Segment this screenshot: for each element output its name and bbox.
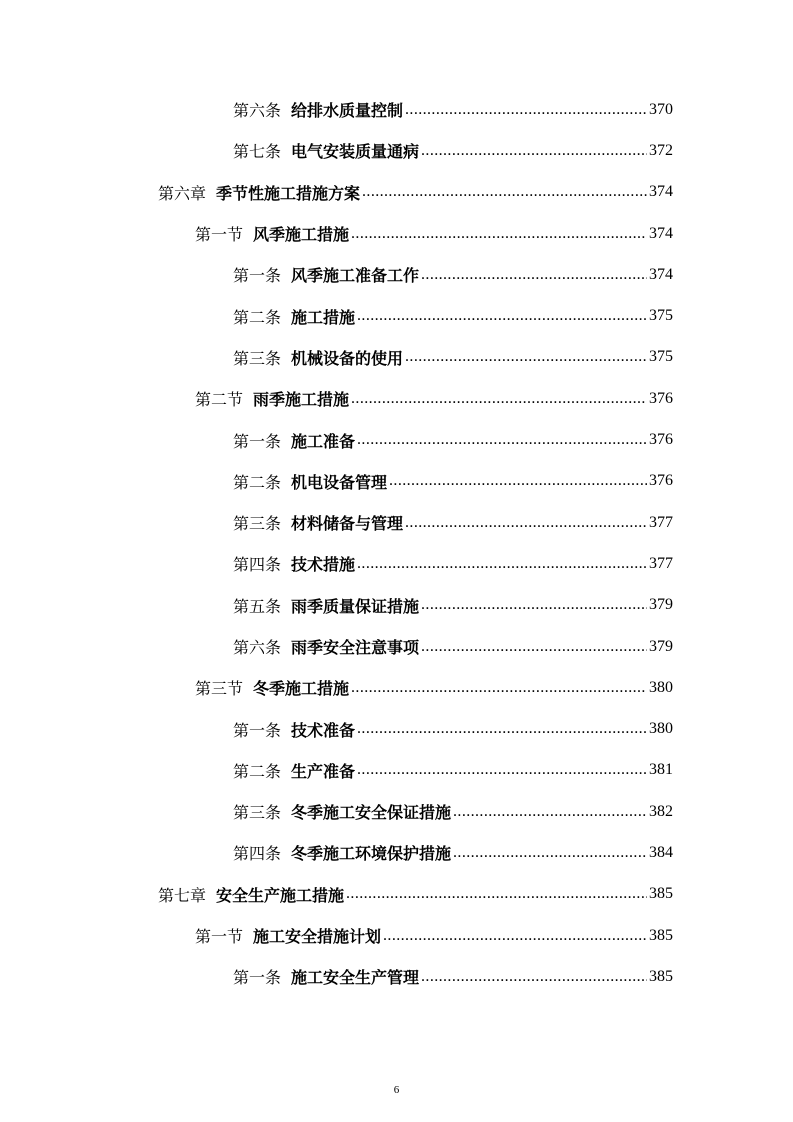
- toc-leader-dots: [357, 431, 647, 449]
- toc-entry-page: 376: [649, 389, 673, 407]
- toc-entry-title: 材料储备与管理: [291, 514, 404, 534]
- toc-entry-title: 雨季施工措施: [253, 390, 350, 410]
- toc-entry-line: [195, 676, 673, 699]
- toc-entry-title: 电气安装质量通病: [291, 142, 420, 162]
- toc-leader-dots: [453, 844, 647, 862]
- toc-entry[interactable]: [0, 585, 793, 626]
- toc-entry-line: [233, 759, 673, 782]
- toc-entry-page: 375: [649, 348, 673, 366]
- toc-leader-dots: [351, 679, 647, 697]
- toc-leader-dots: [421, 638, 647, 656]
- toc-entry-title: 安全生产施工措施: [216, 885, 345, 905]
- toc-leader-dots: [405, 514, 647, 532]
- toc-entry[interactable]: [0, 626, 793, 667]
- toc-leader-dots: [405, 348, 647, 366]
- toc-entry-number: 第三节: [195, 679, 244, 699]
- toc-entry-number: 第四条: [233, 844, 282, 864]
- toc-entry-line: [158, 181, 673, 204]
- toc-leader-dots: [362, 183, 647, 201]
- toc-entry-line: [233, 263, 673, 286]
- toc-entry-number: 第二条: [233, 307, 282, 327]
- toc-entry-number: 第二条: [233, 472, 282, 492]
- toc-entry[interactable]: [0, 461, 793, 502]
- toc-entry[interactable]: [0, 130, 793, 171]
- page-number: 6: [393, 1084, 400, 1096]
- toc-entry[interactable]: [0, 172, 793, 213]
- toc-entry-line: [233, 346, 673, 369]
- toc-leader-dots: [421, 968, 647, 986]
- toc-entry[interactable]: [0, 89, 793, 130]
- toc-entry-page: 377: [649, 554, 673, 572]
- toc-entry-number: 第一条: [233, 720, 282, 740]
- toc-entry-line: [195, 222, 673, 245]
- toc-entry-title: 施工安全措施计划: [253, 927, 382, 947]
- toc-entry-number: 第一条: [233, 266, 282, 286]
- toc-entry-page: 374: [649, 183, 673, 201]
- toc-entry-number: 第七章: [158, 885, 207, 905]
- toc-entry[interactable]: [0, 295, 793, 336]
- toc-entry-number: 第四条: [233, 555, 282, 575]
- toc-entry-number: 第二节: [195, 390, 244, 410]
- toc-entry-title: 技术准备: [291, 720, 356, 740]
- toc-leader-dots: [357, 555, 647, 573]
- toc-entry[interactable]: [0, 791, 793, 832]
- toc-leader-dots: [346, 885, 647, 903]
- toc-entry-title: 生产准备: [291, 761, 356, 781]
- toc-entry-page: 374: [649, 224, 673, 242]
- toc-leader-dots: [389, 472, 647, 490]
- toc-entry-title: 施工措施: [291, 307, 356, 327]
- toc-entry-page: 377: [649, 513, 673, 531]
- toc-entry-page: 370: [649, 100, 673, 118]
- toc-entry-page: 379: [649, 596, 673, 614]
- toc-entry-page: 382: [649, 802, 673, 820]
- toc-entry[interactable]: [0, 874, 793, 915]
- toc-entry[interactable]: [0, 543, 793, 584]
- toc-entry-number: 第七条: [233, 142, 282, 162]
- toc-entry-title: 给排水质量控制: [291, 101, 404, 121]
- toc-entry-title: 施工准备: [291, 431, 356, 451]
- toc-entry-title: 季节性施工措施方案: [216, 183, 361, 203]
- toc-entry[interactable]: [0, 419, 793, 460]
- toc-entry-line: [233, 470, 673, 493]
- toc-entry-title: 机械设备的使用: [291, 348, 404, 368]
- toc-entry[interactable]: [0, 337, 793, 378]
- toc-entry[interactable]: [0, 378, 793, 419]
- toc-entry-number: 第一条: [233, 431, 282, 451]
- toc-entry-line: [233, 718, 673, 741]
- toc-entry[interactable]: [0, 832, 793, 873]
- toc-entry[interactable]: [0, 915, 793, 956]
- toc-entry-line: [233, 800, 673, 823]
- toc-entry-number: 第六条: [233, 638, 282, 657]
- toc-entry[interactable]: [0, 750, 793, 791]
- toc-entry-line: [233, 594, 673, 617]
- toc-leader-dots: [357, 307, 647, 325]
- toc-entry[interactable]: [0, 254, 793, 295]
- toc-entry-title: 冬季施工措施: [253, 679, 350, 699]
- toc-entry-line: [233, 429, 673, 452]
- toc-entry[interactable]: [0, 708, 793, 749]
- toc-entry-title: 技术措施: [291, 555, 356, 575]
- toc-entry-page: 375: [649, 307, 673, 325]
- toc-entry-line: [195, 387, 673, 410]
- toc-leader-dots: [421, 266, 647, 284]
- toc-entry-title: 风季施工准备工作: [291, 266, 420, 286]
- toc-leader-dots: [421, 596, 647, 614]
- toc-leader-dots: [357, 761, 647, 779]
- toc-entry-page: 385: [649, 967, 673, 985]
- toc-entry-page: 380: [649, 720, 673, 738]
- toc-entry-title: 冬季施工环境保护措施: [291, 844, 452, 864]
- toc-entry-page: 380: [649, 678, 673, 696]
- toc-entry-page: 385: [649, 926, 673, 944]
- toc-leader-dots: [421, 142, 647, 160]
- toc-entry-title: 施工安全生产管理: [291, 968, 420, 988]
- toc-leader-dots: [453, 803, 647, 821]
- toc-entry-line: [233, 965, 673, 988]
- toc-entry-page: 374: [649, 265, 673, 283]
- toc-entry-line: [233, 635, 673, 658]
- toc-entry-number: 第三条: [233, 514, 282, 534]
- toc-entry[interactable]: [0, 667, 793, 708]
- toc-entry-title: 冬季施工安全保证措施: [291, 803, 452, 823]
- table-of-contents: [0, 89, 793, 998]
- toc-entry[interactable]: [0, 502, 793, 543]
- toc-entry-number: 第六章: [158, 183, 207, 203]
- toc-entry-title: 机电设备管理: [291, 472, 388, 492]
- toc-entry-line: [233, 511, 673, 534]
- toc-entry-number: 第三条: [233, 348, 282, 368]
- toc-entry-page: 372: [649, 141, 673, 159]
- toc-entry-number: 第五条: [233, 596, 282, 616]
- toc-entry-page: 376: [649, 472, 673, 490]
- toc-entry[interactable]: [0, 956, 793, 997]
- toc-entry-title: 雨季安全注意事项: [291, 638, 420, 657]
- toc-entry-page: 379: [649, 637, 673, 655]
- toc-leader-dots: [351, 390, 647, 408]
- toc-entry-line: [233, 305, 673, 328]
- toc-entry-line: [233, 98, 673, 121]
- toc-entry-page: 381: [649, 761, 673, 779]
- toc-leader-dots: [405, 101, 647, 119]
- toc-entry-line: [158, 883, 673, 906]
- toc-entry-title: 风季施工措施: [253, 225, 350, 245]
- toc-entry-page: 384: [649, 843, 673, 861]
- toc-entry-number: 第二条: [233, 761, 282, 781]
- toc-leader-dots: [383, 927, 647, 945]
- toc-entry-line: [233, 552, 673, 575]
- toc-entry-number: 第三条: [233, 803, 282, 823]
- toc-entry-line: [233, 139, 673, 162]
- toc-entry-page: 376: [649, 431, 673, 449]
- toc-entry-line: [195, 924, 673, 947]
- toc-entry-line: [233, 841, 673, 864]
- toc-entry-number: 第一条: [233, 968, 282, 988]
- toc-entry-title: 雨季质量保证措施: [291, 596, 420, 616]
- toc-entry-number: 第一节: [195, 225, 244, 245]
- toc-entry-number: 第六条: [233, 101, 282, 121]
- toc-leader-dots: [357, 720, 647, 738]
- toc-leader-dots: [351, 225, 647, 243]
- toc-entry-number: 第一节: [195, 927, 244, 947]
- toc-entry[interactable]: [0, 213, 793, 254]
- toc-entry-page: 385: [649, 885, 673, 903]
